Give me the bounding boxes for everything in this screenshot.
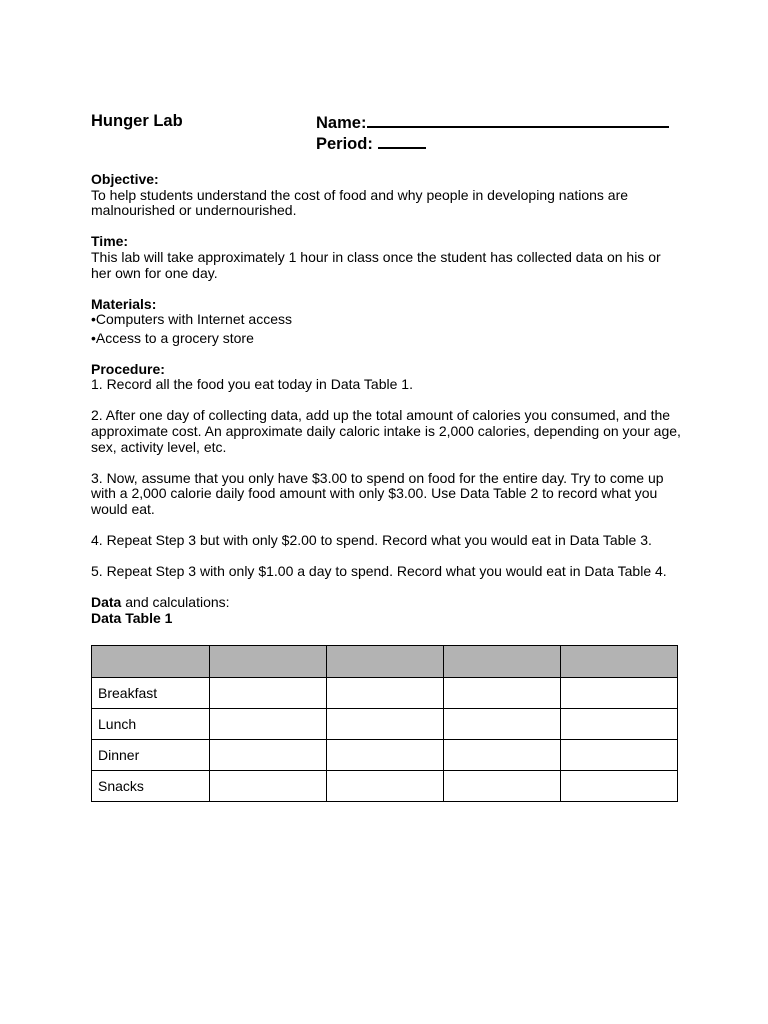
row-label-cell: Breakfast: [92, 678, 210, 709]
table-row: [92, 678, 678, 709]
procedure-step-1: 1. Record all the food you eat today in Data Table 1.: [91, 376, 413, 393]
table-cell: [560, 740, 677, 771]
data-table-1: [91, 645, 678, 802]
objective-label: Objective:: [91, 171, 159, 187]
table-cell: [443, 709, 560, 740]
table-cell: [326, 771, 443, 802]
table-cell: [209, 709, 326, 740]
name-blank-line: [367, 112, 669, 128]
table-cell: [326, 709, 443, 740]
data-table-title: Data Table 1: [91, 610, 173, 627]
procedure-step-2: 2. After one day of collecting data, add up the total amount of calories you consumed, and the approximate cost. An approximate daily caloric intake is 2,000 calories, depending on your age, sex, activity level, etc.: [91, 407, 681, 455]
row-label-cell: Snacks: [92, 771, 210, 802]
table-cell: [443, 678, 560, 709]
header-cell: [443, 646, 560, 678]
objective-text: To help students understand the cost of food and why people in developing nations are malnourished or undernourished.: [91, 186, 629, 219]
materials-item: •Access to a grocery store: [91, 329, 254, 346]
table-cell: [326, 740, 443, 771]
period-label: Period:: [316, 135, 373, 153]
row-label-cell: Lunch: [92, 709, 210, 740]
table-cell: [209, 740, 326, 771]
table-header-row: [92, 646, 678, 678]
procedure-step-3: 3. Now, assume that you only have $3.00 to spend on food for the entire day. Try to come up with a 2,000 calorie daily food amount with only $3.00. Use Data Table 2 to record what you would eat.: [91, 469, 664, 517]
time-text: This lab will take approximately 1 hour in class once the student has collected data on his or her own for one day.: [91, 248, 661, 281]
header-cell: [209, 646, 326, 678]
table-cell: [209, 678, 326, 709]
worksheet-header: [91, 112, 691, 156]
table-row: [92, 771, 678, 802]
header-cell: [92, 646, 210, 678]
time-label: Time:: [91, 233, 129, 250]
period-field: [316, 133, 426, 154]
data-heading-rest: and calculations:: [121, 594, 230, 611]
table-cell: [443, 740, 560, 771]
document-title: Hunger Lab: [91, 112, 183, 130]
procedure-step-4: 4. Repeat Step 3 but with only $2.00 to spend. Record what you would eat in Data Table 3.: [91, 532, 652, 549]
materials-item: •Computers with Internet access: [91, 311, 292, 328]
table-cell: [209, 771, 326, 802]
data-calculations-heading: [91, 595, 683, 611]
worksheet-body: [91, 172, 683, 627]
table-row: [92, 740, 678, 771]
materials-label: Materials:: [91, 295, 157, 312]
table-cell: [560, 771, 677, 802]
row-label-cell: Dinner: [92, 740, 210, 771]
table-cell: [326, 678, 443, 709]
procedure-label: Procedure:: [91, 360, 165, 377]
name-field: [316, 112, 669, 133]
data-bold-word: Data: [91, 594, 122, 611]
table-row: [92, 709, 678, 740]
worksheet-page: [91, 0, 691, 1024]
table-cell: [443, 771, 560, 802]
name-label: Name:: [316, 114, 367, 132]
header-cell: [326, 646, 443, 678]
procedure-step-5: 5. Repeat Step 3 with only $1.00 a day to spend. Record what you would eat in Data Table 4.: [91, 563, 667, 580]
period-blank-line: [378, 133, 426, 149]
header-cell: [560, 646, 677, 678]
table-cell: [560, 678, 677, 709]
table-cell: [560, 709, 677, 740]
